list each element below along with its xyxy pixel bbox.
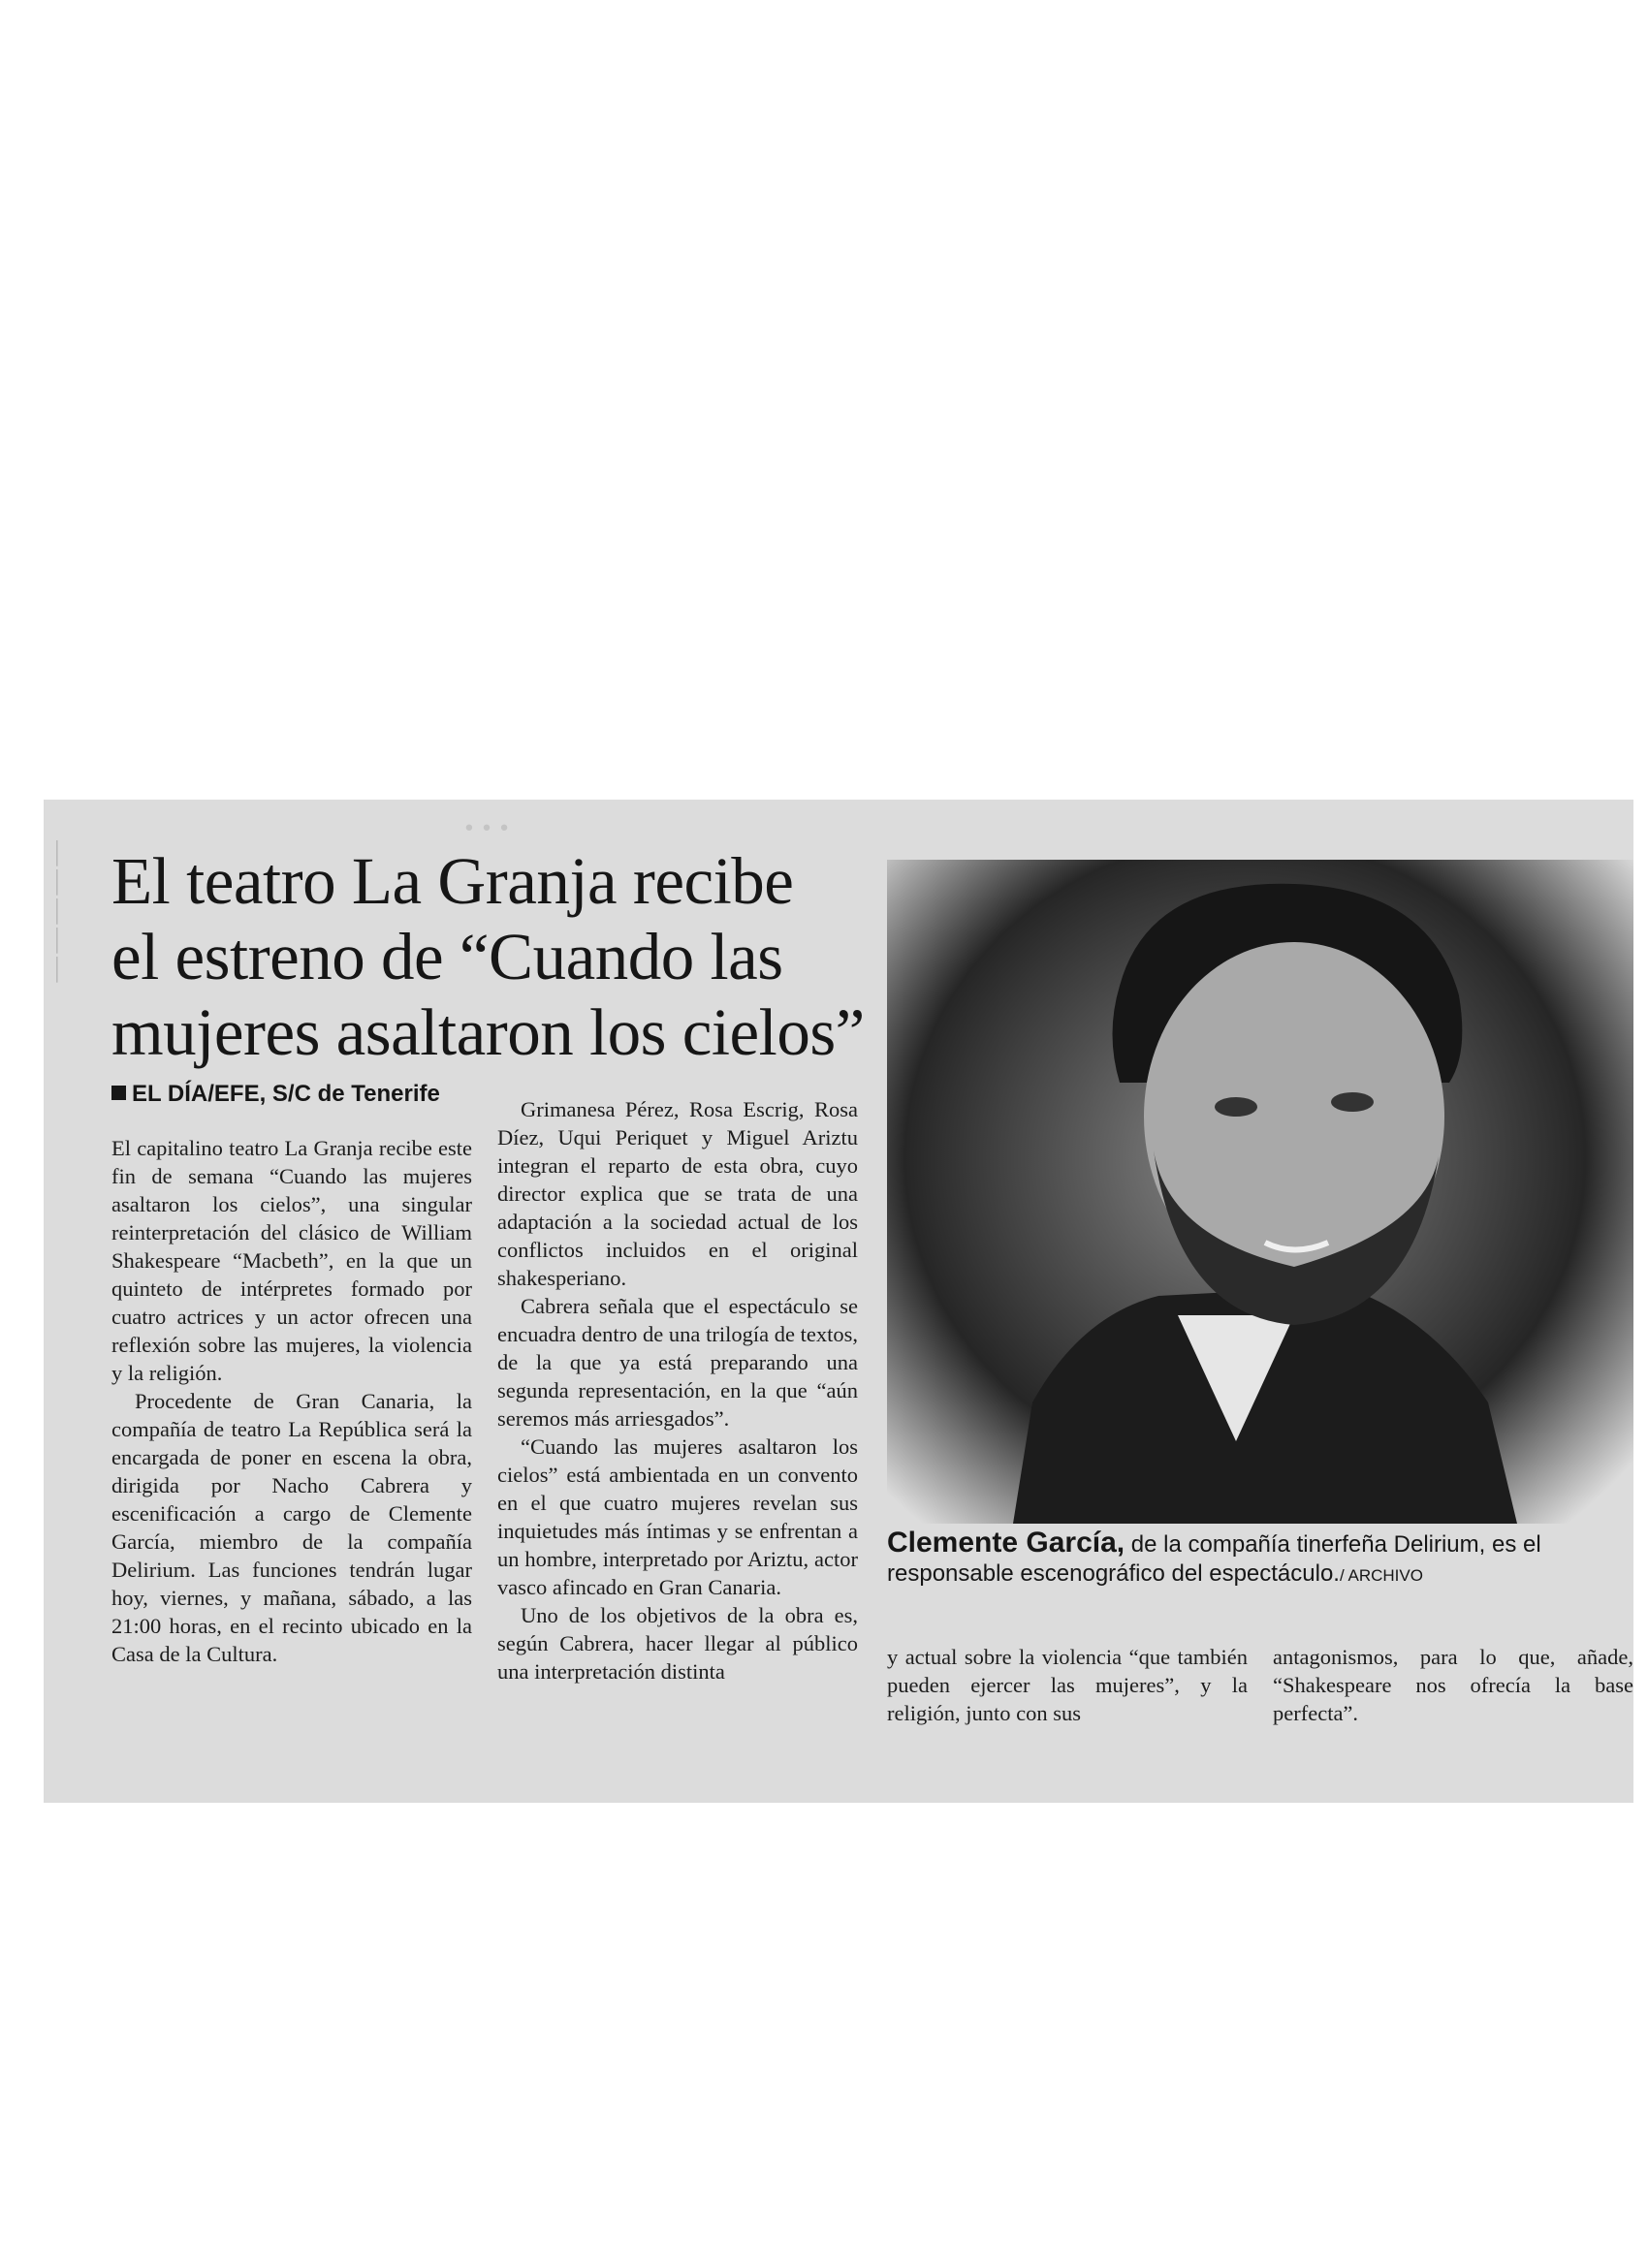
bleed-through-text: │ │ │ │ │ <box>49 840 65 981</box>
article-column-2 <box>497 1095 858 1685</box>
byline-text: EL DÍA/EFE, S/C de Tenerife <box>132 1081 440 1107</box>
bleed-through-text: … <box>460 800 513 841</box>
paragraph: Grimanesa Pérez, Rosa Escrig, Rosa Díez, Uqui Periquet y Miguel Ariztu integran el reparto de esta obra, cuyo director explica que se trata de una adaptación a la sociedad actual de los conflictos incluidos en el original shakesperiano. <box>497 1097 858 1290</box>
headline-line: mujeres asaltaron los cielos” <box>111 995 865 1069</box>
caption-text: de la compañía tinerfeña Delirium, es el responsable escenográfico del espectáculo. <box>887 1531 1541 1587</box>
paragraph: El capitalino teatro La Granja recibe este fin de semana “Cuando las mujeres asaltaron los cielos”, una singular reinterpretación del clásico de William Shakespeare “Macbeth”, en la que un quinteto de intérpretes formado por cuatro actrices y un actor ofrecen una reflexión sobre las mujeres, la violencia y la religión. <box>111 1136 472 1385</box>
headline-line: el estreno de “Cuando las <box>111 920 783 993</box>
paragraph: Uno de los objetivos de la obra es, según Cabrera, hacer llegar al público una interpretación distinta <box>497 1603 858 1684</box>
portrait-illustration <box>887 860 1633 1524</box>
paragraph: antagonismos, para lo que, añade, “Shakespeare nos ofrecía la base perfecta”. <box>1273 1645 1633 1725</box>
square-bullet-icon <box>111 1086 126 1100</box>
caption-name: Clemente García, <box>887 1527 1125 1559</box>
paragraph: y actual sobre la violencia “que también pueden ejercer las mujeres”, y la religión, junto con sus <box>887 1645 1248 1725</box>
article-column-1 <box>111 1134 472 1668</box>
caption-credit: / ARCHIVO <box>1339 1566 1423 1585</box>
paragraph: Cabrera señala que el espectáculo se encuadra dentro de una trilogía de textos, de la que ya está preparando una segunda representación, en la que “aún seremos más arriesgados”. <box>497 1294 858 1431</box>
article-column-4 <box>1273 1643 1633 1727</box>
headline <box>111 843 916 1070</box>
paragraph: “Cuando las mujeres asaltaron los cielos” está ambientada en un convento en el que cuatro mujeres revelan sus inquietudes más íntimas y se enfrentan a un hombre, interpretado por Ariztu, actor vasco afincado en Gran Canaria. <box>497 1434 858 1599</box>
paragraph: Procedente de Gran Canaria, la compañía de teatro La República será la encargada de poner en escena la obra, dirigida por Nacho Cabrera y escenificación a cargo de Clemente García, miembro de la compañía Delirium. Las funciones tendrán lugar hoy, viernes, y mañana, sábado, a las 21:00 horas, en el recinto ubicado en la Casa de la Cultura. <box>111 1389 472 1666</box>
newspaper-clipping <box>44 800 1633 1803</box>
byline <box>111 1081 440 1108</box>
article-column-3 <box>887 1643 1248 1727</box>
portrait-photo <box>887 860 1633 1524</box>
headline-line: El teatro La Granja recibe <box>111 844 794 918</box>
photo-caption <box>887 1528 1633 1591</box>
